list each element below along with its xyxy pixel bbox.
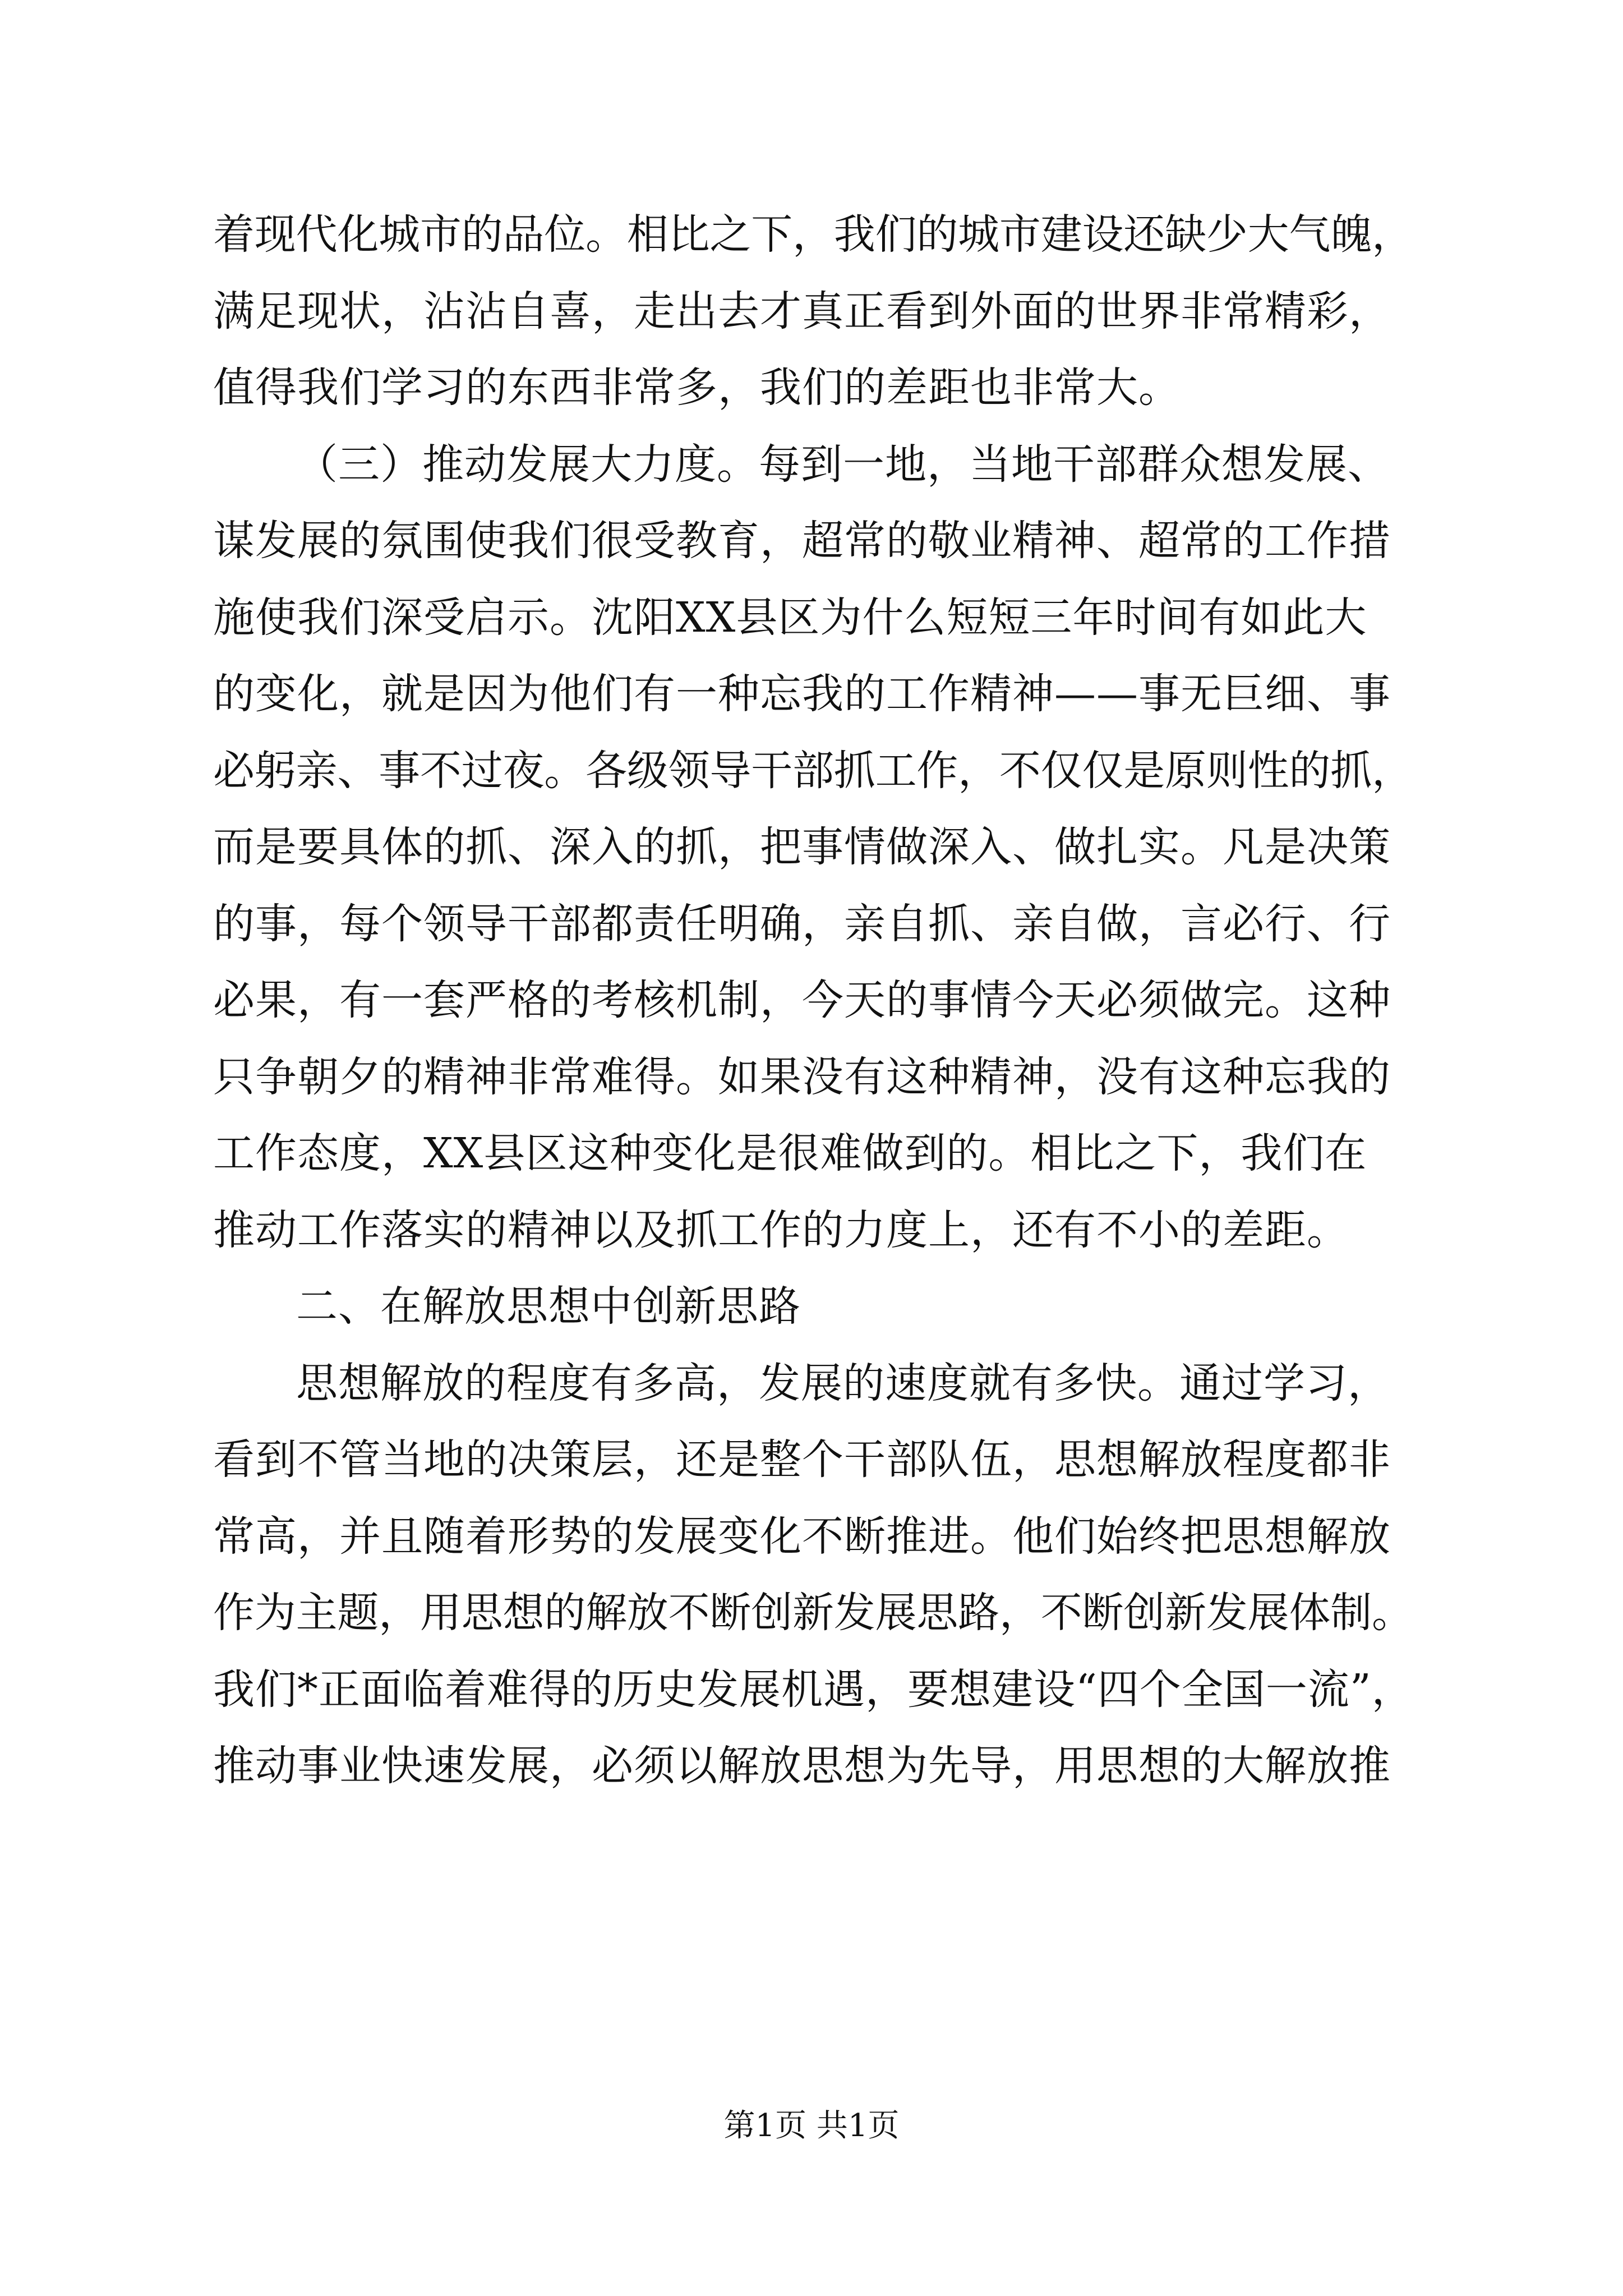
text-line: 看到不管当地的决策层，还是整个干部队伍，思想解放程度都非 xyxy=(213,1435,1391,1484)
text-line: 常高，并且随着形势的发展变化不断推进。他们始终把思想解放 xyxy=(213,1512,1391,1561)
text-line: 我们*正面临着难得的历史发展机遇，要想建设“四个全国一流”， xyxy=(213,1665,1414,1714)
text-line: 而是要具体的抓、深入的抓，把事情做深入、做扎实。凡是决策 xyxy=(213,823,1391,871)
text-line: 推动工作落实的精神以及抓工作的力度上，还有不小的差距。 xyxy=(213,1205,1349,1254)
text-line: 工作态度，XX县区这种变化是很难做到的。相比之下，我们在 xyxy=(213,1129,1367,1177)
text-line: 必果，有一套严格的考核机制，今天的事情今天必须做完。这种 xyxy=(213,976,1391,1024)
page-footer: 第1页 共1页 xyxy=(723,2108,900,2144)
body-text xyxy=(213,196,1413,1805)
text-line: 着现代化城市的品位。相比之下，我们的城市建设还缺少大气魄， xyxy=(213,210,1413,259)
text-line: 推动事业快速发展，必须以解放思想为先导，用思想的大解放推 xyxy=(213,1742,1391,1790)
text-line: 只争朝夕的精神非常难得。如果没有这种精神，没有这种忘我的 xyxy=(213,1052,1391,1101)
text-line: 的事，每个领导干部都责任明确，亲自抓、亲自做，言必行、行 xyxy=(213,899,1391,948)
text-line: 值得我们学习的东西非常多，我们的差距也非常大。 xyxy=(213,364,1181,412)
text-line: 作为主题，用思想的解放不断创新发展思路，不断创新发展体制。 xyxy=(213,1589,1413,1637)
text-line: 满足现状，沾沾自喜，走出去才真正看到外面的世界非常精彩， xyxy=(213,287,1391,335)
text-line: 二、在解放思想中创新思路 xyxy=(296,1282,801,1331)
text-line: 必躬亲、事不过夜。各级领导干部抓工作，不仅仅是原则性的抓， xyxy=(213,746,1413,795)
text-line: （三）推动发展大力度。每到一地，当地干部群众想发展、 xyxy=(296,440,1390,489)
text-line: 的变化，就是因为他们有一种忘我的工作精神——事无巨细、事 xyxy=(213,670,1391,718)
text-line: 思想解放的程度有多高，发展的速度就有多快。通过学习， xyxy=(296,1359,1390,1407)
text-line: 谋发展的氛围使我们很受教育，超常的敬业精神、超常的工作措 xyxy=(213,517,1391,565)
text-line: 施使我们深受启示。沈阳XX县区为什么短短三年时间有如此大 xyxy=(213,593,1367,642)
